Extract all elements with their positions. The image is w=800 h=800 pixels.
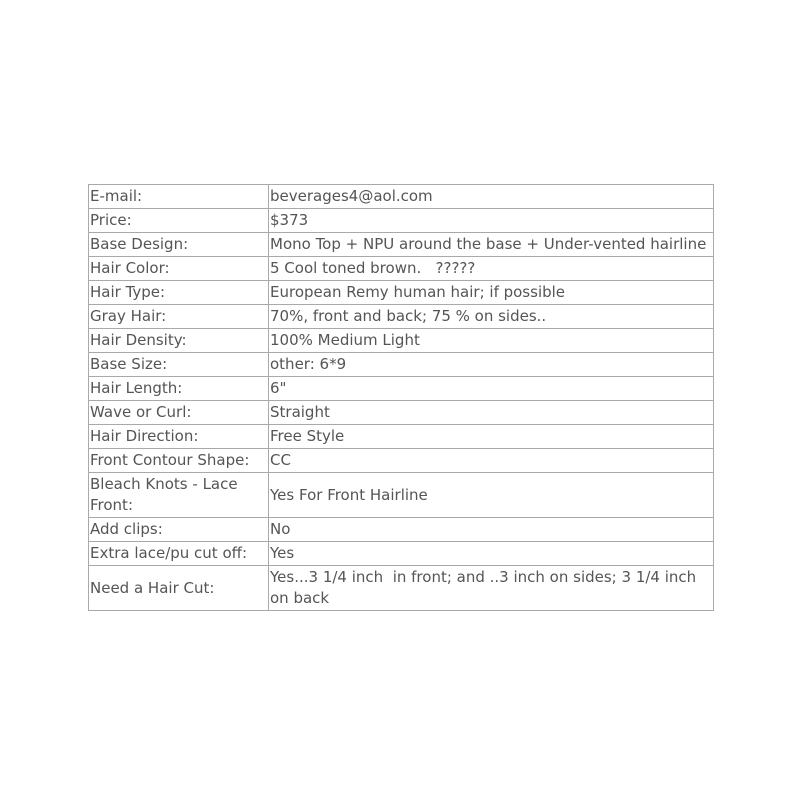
table-row	[89, 473, 714, 518]
row-label: Hair Density:	[89, 329, 269, 353]
row-label: Hair Color:	[89, 257, 269, 281]
row-label: Bleach Knots - Lace Front:	[89, 473, 269, 518]
row-label: Price:	[89, 209, 269, 233]
row-value: Straight	[269, 401, 714, 425]
row-value: Yes...3 1/4 inch in front; and ..3 inch on sides; 3 1/4 inch on back	[269, 566, 714, 611]
row-label: Hair Direction:	[89, 425, 269, 449]
table-row	[89, 542, 714, 566]
row-value: 5 Cool toned brown. ?????	[269, 257, 714, 281]
table-row	[89, 209, 714, 233]
row-label: Extra lace/pu cut off:	[89, 542, 269, 566]
row-value: Free Style	[269, 425, 714, 449]
row-value: other: 6*9	[269, 353, 714, 377]
row-label: Hair Type:	[89, 281, 269, 305]
table-row	[89, 449, 714, 473]
row-label: Add clips:	[89, 518, 269, 542]
row-value: beverages4@aol.com	[269, 185, 714, 209]
row-value: Yes	[269, 542, 714, 566]
row-value: European Remy human hair; if possible	[269, 281, 714, 305]
row-value: 70%, front and back; 75 % on sides..	[269, 305, 714, 329]
order-details-table	[88, 184, 714, 611]
row-label: Hair Length:	[89, 377, 269, 401]
row-value: Mono Top + NPU around the base + Under-vented hairline	[269, 233, 714, 257]
table-row	[89, 401, 714, 425]
row-value: 6"	[269, 377, 714, 401]
table-row	[89, 566, 714, 611]
table-row	[89, 353, 714, 377]
row-value: 100% Medium Light	[269, 329, 714, 353]
table-row	[89, 425, 714, 449]
row-label: Base Size:	[89, 353, 269, 377]
table-row	[89, 185, 714, 209]
row-value: $373	[269, 209, 714, 233]
row-label: Base Design:	[89, 233, 269, 257]
table-row	[89, 305, 714, 329]
row-label: Gray Hair:	[89, 305, 269, 329]
table-row	[89, 377, 714, 401]
row-value: No	[269, 518, 714, 542]
table-row	[89, 257, 714, 281]
row-value: Yes For Front Hairline	[269, 473, 714, 518]
row-label: Front Contour Shape:	[89, 449, 269, 473]
row-value: CC	[269, 449, 714, 473]
table-row	[89, 518, 714, 542]
row-label: Wave or Curl:	[89, 401, 269, 425]
table-row	[89, 329, 714, 353]
table-row	[89, 233, 714, 257]
table-row	[89, 281, 714, 305]
row-label: Need a Hair Cut:	[89, 566, 269, 611]
row-label: E-mail:	[89, 185, 269, 209]
